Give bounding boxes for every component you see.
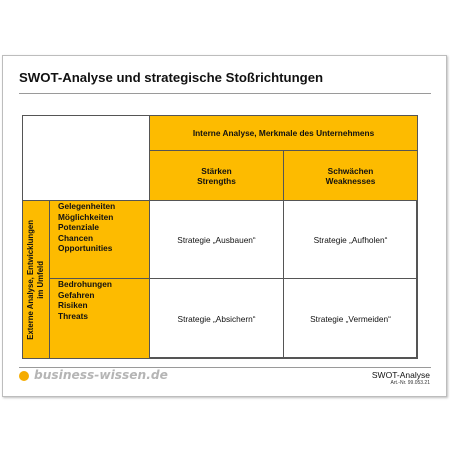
strategy-absichern-cell — [149, 278, 284, 359]
opportunities-item: Chancen — [58, 232, 94, 243]
threats-item: Gefahren — [58, 289, 95, 300]
swot-matrix — [22, 115, 417, 358]
title-divider — [19, 93, 431, 94]
opportunities-cell — [49, 200, 150, 279]
footer-label: SWOT-Analyse — [371, 370, 430, 380]
strengths-header — [149, 150, 284, 201]
internal-analysis-label: Interne Analyse, Merkmale des Unternehmens — [192, 128, 375, 138]
strategy-aufholen-cell — [283, 200, 418, 279]
logo-dot-icon — [19, 371, 29, 381]
threats-cell — [49, 278, 150, 359]
weaknesses-label-de: Schwächen — [327, 165, 374, 176]
strategy-ausbauen: Strategie „Ausbauen“ — [177, 234, 256, 245]
opportunities-item: Opportunities — [58, 243, 113, 254]
strategy-vermeiden-cell — [283, 278, 418, 359]
opportunities-item: Potenziale — [58, 222, 100, 233]
page-title: SWOT-Analyse und strategische Stoßrichtungen — [19, 70, 324, 85]
threats-item: Risiken — [58, 300, 88, 311]
strategy-vermeiden: Strategie „Vermeiden“ — [310, 313, 391, 324]
empty-corner-cell — [22, 115, 150, 201]
swot-card — [2, 55, 447, 397]
footer-info — [372, 370, 430, 386]
weaknesses-label-en: Weaknesses — [325, 175, 376, 186]
strategy-absichern: Strategie „Absichern“ — [177, 313, 256, 324]
external-analysis-line-2: im Umfeld — [36, 260, 45, 299]
strategy-aufholen: Strategie „Aufholen“ — [313, 234, 388, 245]
threats-item: Bedrohungen — [58, 279, 112, 289]
weaknesses-header — [283, 150, 418, 201]
strengths-label-en: Strengths — [197, 175, 236, 186]
opportunities-item: Möglichkeiten — [58, 211, 114, 222]
strategy-ausbauen-cell — [149, 200, 284, 279]
external-analysis-line-1: Externe Analyse, Entwicklungen — [26, 219, 35, 340]
threats-item: Threats — [58, 310, 88, 321]
opportunities-item: Gelegenheiten — [58, 201, 116, 211]
external-analysis-header — [22, 200, 50, 359]
strengths-label-de: Stärken — [201, 165, 232, 176]
internal-analysis-header — [149, 115, 418, 151]
external-analysis-label — [26, 220, 46, 340]
brand-logo: business-wissen.de — [34, 368, 168, 382]
article-number: Art.-Nr. 99.053.21 — [390, 380, 430, 386]
